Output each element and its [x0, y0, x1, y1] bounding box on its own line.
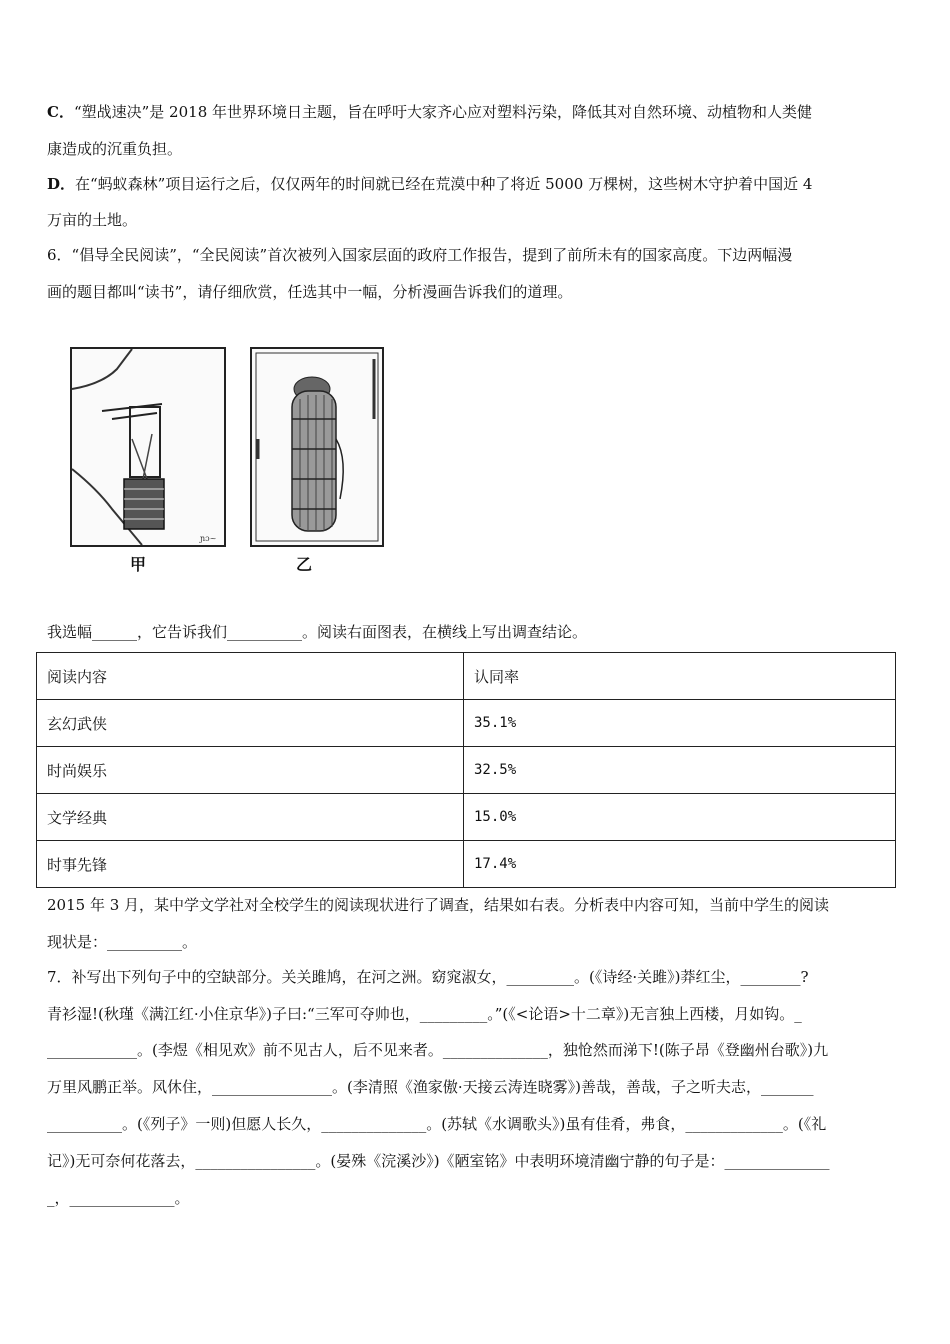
option-c-label: C．: [47, 103, 74, 121]
comic-a: [70, 347, 226, 547]
comic-a-drawing: [72, 349, 224, 545]
q7-line7: _，______________。: [47, 1189, 190, 1207]
comic-b-drawing: [252, 349, 382, 545]
option-d-line1: [47, 174, 907, 194]
survey-table: [36, 652, 896, 888]
option-d-line2: 万亩的土地。: [47, 211, 138, 229]
q7-line1: 7．补写出下列句子中的空缺部分。关关雎鸠，在河之洲。窈窕淑女，_________。(《诗经·关雎》)莽红尘，________?: [47, 968, 809, 986]
comic-b: [250, 347, 384, 547]
table-header-content: 阅读内容: [37, 653, 464, 700]
table-cell-rate: 17.4%: [464, 841, 896, 888]
table-cell-rate: 15.0%: [464, 794, 896, 841]
table-header-row: [37, 653, 896, 700]
comic-figures: [68, 343, 398, 578]
q7-line5: __________。(《列子》一则)但愿人长久，______________。(苏轼《水调歌头》)虽有佳肴，弗食，_____________。(《礼: [47, 1115, 827, 1133]
svg-text:ɲɔ~: ɲɔ~: [200, 534, 217, 543]
table-cell-rate: 35.1%: [464, 700, 896, 747]
option-c-line2: 康造成的沉重负担。: [47, 140, 183, 158]
table-row: [37, 700, 896, 747]
q6-answer-line: 我选幅______，它告诉我们__________。阅读右面图表，在横线上写出调查结论。: [47, 623, 588, 641]
table-header-rate: 认同率: [464, 653, 896, 700]
q7-line4: 万里风鹏正举。风休住，________________。(李清照《渔家傲·天接云涛连晓雾》)善哉，善哉，子之听夫志，_______: [47, 1078, 814, 1096]
q6-line1: 6．“倡导全民阅读”，“全民阅读”首次被列入国家层面的政府工作报告，提到了前所未有的国家高度。下边两幅漫: [47, 246, 793, 264]
q6-line2: 画的题目都叫“读书”，请仔细欣赏，任选其中一幅，分析漫画告诉我们的道理。: [47, 283, 573, 301]
option-d-text: 在“蚂蚁森林”项目运行之后，仅仅两年的时间就已经在荒漠中种了将近 5000 万棵树，这些树木守护着中国近 4: [75, 175, 813, 193]
q7-line3: ____________。(李煜《相见欢》前不见古人，后不见来者。______________，独怆然而涕下!(陈子昂《登幽州台歌》)九: [47, 1041, 829, 1059]
q7-line6: 记》)无可奈何花落去，________________。(晏殊《浣溪沙》)《陋室铭》中表明环境清幽宁静的句子是：______________: [47, 1152, 830, 1170]
survey-text-line1: 2015 年 3 月，某中学文学社对全校学生的阅读现状进行了调查，结果如右表。分析表中内容可知，当前中学生的阅读: [47, 896, 830, 914]
comic-b-label: 乙: [296, 555, 313, 574]
survey-text-line2: 现状是：__________。: [47, 933, 198, 951]
table-cell-content: 玄幻武侠: [37, 700, 464, 747]
option-c-text: “塑战速决”是 2018 年世界环境日主题，旨在呼吁大家齐心应对塑料污染，降低其对自然环境、动植物和人类健: [73, 103, 813, 121]
table-row: [37, 841, 896, 888]
table-cell-content: 时事先锋: [37, 841, 464, 888]
table-cell-content: 文学经典: [37, 794, 464, 841]
table-cell-content: 时尚娱乐: [37, 747, 464, 794]
table-row: [37, 794, 896, 841]
option-d-label: D．: [47, 175, 76, 193]
comic-a-label: 甲: [130, 555, 147, 574]
table-row: [37, 747, 896, 794]
option-c-line1: [47, 102, 907, 122]
q7-line2: 青衫湿!(秋瑾《满江红·小住京华》)子曰:“三军可夺帅也，_________。”(《<论语>十二章》)无言独上西楼，月如钩。_: [47, 1005, 802, 1023]
table-cell-rate: 32.5%: [464, 747, 896, 794]
